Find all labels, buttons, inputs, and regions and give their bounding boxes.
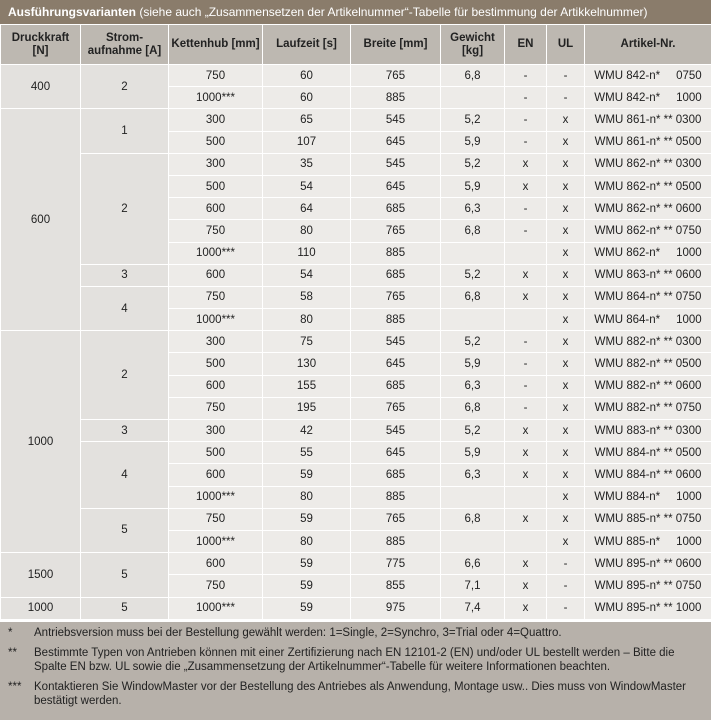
- cell-gewicht: 5,2: [441, 153, 505, 175]
- header-gewicht: Gewicht [kg]: [441, 25, 505, 65]
- cell-ul: -: [547, 597, 585, 619]
- cell-artikel: WMU 885-n* ** 0750: [585, 508, 711, 530]
- cell-breite: 685: [351, 375, 441, 397]
- cell-ul: x: [547, 109, 585, 131]
- cell-gewicht: 7,1: [441, 575, 505, 597]
- table-row: [1, 153, 711, 175]
- cell-laufzeit: 59: [263, 464, 351, 486]
- cell-gewicht: 6,8: [441, 220, 505, 242]
- table-row: [1, 597, 711, 619]
- cell-artikel: WMU 882-n* ** 0750: [585, 397, 711, 419]
- header-ul: UL: [547, 25, 585, 65]
- cell-strom: 3: [81, 264, 169, 286]
- cell-breite: 885: [351, 309, 441, 331]
- cell-kettenhub: 750: [169, 286, 263, 308]
- cell-strom: 5: [81, 553, 169, 597]
- footnote: [8, 680, 703, 708]
- header-breite: Breite [mm]: [351, 25, 441, 65]
- cell-artikel: WMU 895-n* ** 0750: [585, 575, 711, 597]
- cell-en: x: [505, 420, 547, 442]
- cell-kettenhub: 500: [169, 175, 263, 197]
- cell-ul: x: [547, 442, 585, 464]
- cell-strom: 3: [81, 420, 169, 442]
- cell-gewicht: 7,4: [441, 597, 505, 619]
- footnote-text: Bestimmte Typen von Antrieben können mit einer Zertifizierung nach EN 12101-2 (EN) und/oder UL bestellt werden – Bitte die Spalte EN bzw. UL sowie die „Zusammensetzung der Artikelnummer“-Tabelle für weitere Informationen beachten.: [34, 647, 675, 673]
- table-row: [1, 286, 711, 308]
- cell-druckkraft: 1500: [1, 553, 81, 597]
- cell-breite: 855: [351, 575, 441, 597]
- cell-en: x: [505, 175, 547, 197]
- cell-ul: x: [547, 286, 585, 308]
- cell-laufzeit: 55: [263, 442, 351, 464]
- header-laufzeit: Laufzeit [s]: [263, 25, 351, 65]
- cell-breite: 545: [351, 153, 441, 175]
- cell-laufzeit: 54: [263, 175, 351, 197]
- cell-laufzeit: 195: [263, 397, 351, 419]
- cell-artikel: WMU 864-n* 1000: [585, 309, 711, 331]
- cell-artikel: WMU 862-n* ** 0500: [585, 175, 711, 197]
- cell-kettenhub: 300: [169, 331, 263, 353]
- cell-gewicht: [441, 486, 505, 508]
- cell-laufzeit: 42: [263, 420, 351, 442]
- cell-artikel: WMU 861-n* ** 0500: [585, 131, 711, 153]
- cell-strom: 2: [81, 331, 169, 420]
- cell-breite: 645: [351, 353, 441, 375]
- cell-laufzeit: 80: [263, 220, 351, 242]
- cell-ul: x: [547, 508, 585, 530]
- cell-laufzeit: 65: [263, 109, 351, 131]
- cell-kettenhub: 750: [169, 65, 263, 87]
- cell-en: x: [505, 442, 547, 464]
- cell-ul: -: [547, 575, 585, 597]
- cell-en: x: [505, 264, 547, 286]
- table-row: [1, 65, 711, 87]
- table-row: [1, 331, 711, 353]
- cell-ul: x: [547, 486, 585, 508]
- cell-kettenhub: 500: [169, 353, 263, 375]
- footnote-text: Antriebsversion muss bei der Bestellung gewählt werden: 1=Single, 2=Synchro, 3=Trial oder 4=Quattro.: [34, 627, 562, 639]
- cell-breite: 545: [351, 420, 441, 442]
- cell-laufzeit: 54: [263, 264, 351, 286]
- cell-breite: 645: [351, 175, 441, 197]
- cell-artikel: WMU 862-n* ** 0600: [585, 198, 711, 220]
- cell-laufzeit: 60: [263, 87, 351, 109]
- table-title: [0, 0, 711, 24]
- table-row: [1, 109, 711, 131]
- cell-artikel: WMU 895-n* ** 0600: [585, 553, 711, 575]
- cell-en: -: [505, 397, 547, 419]
- cell-ul: x: [547, 153, 585, 175]
- cell-ul: x: [547, 198, 585, 220]
- cell-en: [505, 530, 547, 552]
- cell-gewicht: 6,3: [441, 464, 505, 486]
- cell-en: x: [505, 553, 547, 575]
- header-druckkraft: Druckkraft [N]: [1, 25, 81, 65]
- cell-druckkraft: 400: [1, 65, 81, 109]
- cell-ul: x: [547, 131, 585, 153]
- cell-gewicht: 6,8: [441, 397, 505, 419]
- cell-artikel: WMU 882-n* ** 0500: [585, 353, 711, 375]
- cell-gewicht: 5,9: [441, 175, 505, 197]
- cell-breite: 765: [351, 65, 441, 87]
- cell-en: -: [505, 353, 547, 375]
- cell-ul: -: [547, 87, 585, 109]
- cell-artikel: WMU 883-n* ** 0300: [585, 420, 711, 442]
- cell-gewicht: 6,8: [441, 65, 505, 87]
- header-artikel: Artikel-Nr.: [585, 25, 711, 65]
- cell-druckkraft: 1000: [1, 331, 81, 553]
- cell-breite: 545: [351, 331, 441, 353]
- cell-laufzeit: 59: [263, 597, 351, 619]
- footnote-text: Kontaktieren Sie WindowMaster vor der Bestellung des Antriebes als Anwendung, Montage usw.. Dies muss von WindowMaster bestätigt werden.: [34, 681, 686, 707]
- cell-gewicht: 6,3: [441, 198, 505, 220]
- cell-laufzeit: 107: [263, 131, 351, 153]
- cell-en: x: [505, 575, 547, 597]
- cell-laufzeit: 59: [263, 508, 351, 530]
- cell-ul: x: [547, 220, 585, 242]
- cell-breite: 685: [351, 198, 441, 220]
- cell-kettenhub: 750: [169, 508, 263, 530]
- cell-kettenhub: 600: [169, 198, 263, 220]
- cell-kettenhub: 1000***: [169, 486, 263, 508]
- cell-ul: x: [547, 242, 585, 264]
- cell-artikel: WMU 863-n* ** 0600: [585, 264, 711, 286]
- cell-en: [505, 486, 547, 508]
- cell-gewicht: 6,8: [441, 508, 505, 530]
- cell-en: -: [505, 131, 547, 153]
- cell-en: x: [505, 508, 547, 530]
- cell-breite: 685: [351, 464, 441, 486]
- cell-gewicht: [441, 242, 505, 264]
- cell-artikel: WMU 862-n* ** 0750: [585, 220, 711, 242]
- header-kettenhub: Kettenhub [mm]: [169, 25, 263, 65]
- cell-kettenhub: 750: [169, 220, 263, 242]
- cell-kettenhub: 600: [169, 375, 263, 397]
- cell-gewicht: 6,3: [441, 375, 505, 397]
- table-title-rest: (siehe auch „Zusammensetzen der Artikelnummer“-Tabelle für bestimmung der Artikkelnummer): [136, 5, 648, 19]
- cell-breite: 775: [351, 553, 441, 575]
- cell-laufzeit: 75: [263, 331, 351, 353]
- table-row: [1, 264, 711, 286]
- cell-kettenhub: 500: [169, 442, 263, 464]
- cell-en: [505, 309, 547, 331]
- cell-breite: 885: [351, 486, 441, 508]
- cell-breite: 685: [351, 264, 441, 286]
- cell-ul: x: [547, 397, 585, 419]
- cell-kettenhub: 1000***: [169, 309, 263, 331]
- cell-strom: 4: [81, 442, 169, 509]
- cell-laufzeit: 59: [263, 575, 351, 597]
- cell-en: x: [505, 286, 547, 308]
- cell-artikel: WMU 842-n* 0750: [585, 65, 711, 87]
- cell-laufzeit: 64: [263, 198, 351, 220]
- table-row: [1, 553, 711, 575]
- cell-breite: 765: [351, 397, 441, 419]
- cell-artikel: WMU 882-n* ** 0600: [585, 375, 711, 397]
- cell-gewicht: [441, 530, 505, 552]
- cell-ul: x: [547, 264, 585, 286]
- cell-strom: 5: [81, 508, 169, 552]
- cell-artikel: WMU 862-n* ** 0300: [585, 153, 711, 175]
- cell-laufzeit: 59: [263, 553, 351, 575]
- cell-artikel: WMU 895-n* ** 1000: [585, 597, 711, 619]
- cell-kettenhub: 600: [169, 553, 263, 575]
- cell-strom: 4: [81, 286, 169, 330]
- cell-ul: x: [547, 309, 585, 331]
- cell-artikel: WMU 884-n* 1000: [585, 486, 711, 508]
- cell-strom: 5: [81, 597, 169, 619]
- cell-breite: 765: [351, 286, 441, 308]
- cell-breite: 885: [351, 530, 441, 552]
- cell-artikel: WMU 864-n* ** 0750: [585, 286, 711, 308]
- table-row: [1, 508, 711, 530]
- cell-artikel: WMU 862-n* 1000: [585, 242, 711, 264]
- cell-ul: x: [547, 331, 585, 353]
- cell-gewicht: 6,8: [441, 286, 505, 308]
- cell-ul: x: [547, 420, 585, 442]
- cell-ul: -: [547, 65, 585, 87]
- cell-kettenhub: 750: [169, 397, 263, 419]
- cell-breite: 645: [351, 131, 441, 153]
- cell-kettenhub: 1000***: [169, 597, 263, 619]
- cell-gewicht: [441, 309, 505, 331]
- cell-strom: 1: [81, 109, 169, 153]
- cell-en: -: [505, 198, 547, 220]
- cell-artikel: WMU 885-n* 1000: [585, 530, 711, 552]
- cell-ul: x: [547, 530, 585, 552]
- cell-gewicht: 5,9: [441, 442, 505, 464]
- cell-ul: x: [547, 464, 585, 486]
- footnotes: [0, 622, 711, 720]
- cell-laufzeit: 80: [263, 530, 351, 552]
- cell-en: -: [505, 331, 547, 353]
- footnote: [8, 646, 703, 674]
- cell-kettenhub: 1000***: [169, 242, 263, 264]
- cell-gewicht: [441, 87, 505, 109]
- cell-artikel: WMU 842-n* 1000: [585, 87, 711, 109]
- cell-gewicht: 5,2: [441, 264, 505, 286]
- cell-kettenhub: 600: [169, 464, 263, 486]
- footnote: [8, 626, 703, 640]
- table-row: [1, 420, 711, 442]
- cell-laufzeit: 58: [263, 286, 351, 308]
- cell-kettenhub: 600: [169, 264, 263, 286]
- cell-en: -: [505, 220, 547, 242]
- table-row: [1, 442, 711, 464]
- cell-ul: x: [547, 375, 585, 397]
- cell-kettenhub: 300: [169, 109, 263, 131]
- cell-breite: 885: [351, 87, 441, 109]
- cell-kettenhub: 1000***: [169, 530, 263, 552]
- cell-laufzeit: 35: [263, 153, 351, 175]
- cell-artikel: WMU 884-n* ** 0600: [585, 464, 711, 486]
- cell-gewicht: 5,2: [441, 420, 505, 442]
- cell-gewicht: 5,9: [441, 353, 505, 375]
- cell-gewicht: 6,6: [441, 553, 505, 575]
- cell-laufzeit: 130: [263, 353, 351, 375]
- footnote-mark: *: [8, 627, 13, 639]
- cell-breite: 545: [351, 109, 441, 131]
- cell-artikel: WMU 861-n* ** 0300: [585, 109, 711, 131]
- footnote-mark: ***: [8, 681, 22, 693]
- header-stromaufnahme: Strom-aufnahme [A]: [81, 25, 169, 65]
- cell-en: -: [505, 109, 547, 131]
- cell-en: -: [505, 87, 547, 109]
- cell-ul: x: [547, 353, 585, 375]
- cell-kettenhub: 300: [169, 420, 263, 442]
- cell-ul: -: [547, 553, 585, 575]
- cell-en: -: [505, 375, 547, 397]
- cell-laufzeit: 80: [263, 486, 351, 508]
- cell-artikel: WMU 884-n* ** 0500: [585, 442, 711, 464]
- cell-druckkraft: 600: [1, 109, 81, 331]
- cell-gewicht: 5,9: [441, 131, 505, 153]
- cell-en: [505, 242, 547, 264]
- cell-ul: x: [547, 175, 585, 197]
- cell-laufzeit: 60: [263, 65, 351, 87]
- cell-en: -: [505, 65, 547, 87]
- cell-kettenhub: 750: [169, 575, 263, 597]
- cell-en: x: [505, 153, 547, 175]
- cell-en: x: [505, 464, 547, 486]
- cell-laufzeit: 110: [263, 242, 351, 264]
- cell-breite: 765: [351, 220, 441, 242]
- cell-laufzeit: 80: [263, 309, 351, 331]
- cell-gewicht: 5,2: [441, 331, 505, 353]
- cell-laufzeit: 155: [263, 375, 351, 397]
- cell-kettenhub: 1000***: [169, 87, 263, 109]
- cell-breite: 975: [351, 597, 441, 619]
- table-header-row: [1, 25, 711, 65]
- variants-table: [0, 24, 711, 620]
- cell-kettenhub: 500: [169, 131, 263, 153]
- cell-strom: 2: [81, 153, 169, 264]
- cell-breite: 885: [351, 242, 441, 264]
- cell-breite: 765: [351, 508, 441, 530]
- table-title-bold: Ausführungsvarianten: [8, 5, 137, 19]
- cell-en: x: [505, 597, 547, 619]
- cell-gewicht: 5,2: [441, 109, 505, 131]
- footnote-mark: **: [8, 647, 17, 659]
- header-en: EN: [505, 25, 547, 65]
- cell-strom: 2: [81, 65, 169, 109]
- cell-artikel: WMU 882-n* ** 0300: [585, 331, 711, 353]
- cell-kettenhub: 300: [169, 153, 263, 175]
- cell-breite: 645: [351, 442, 441, 464]
- cell-druckkraft: 1000: [1, 597, 81, 619]
